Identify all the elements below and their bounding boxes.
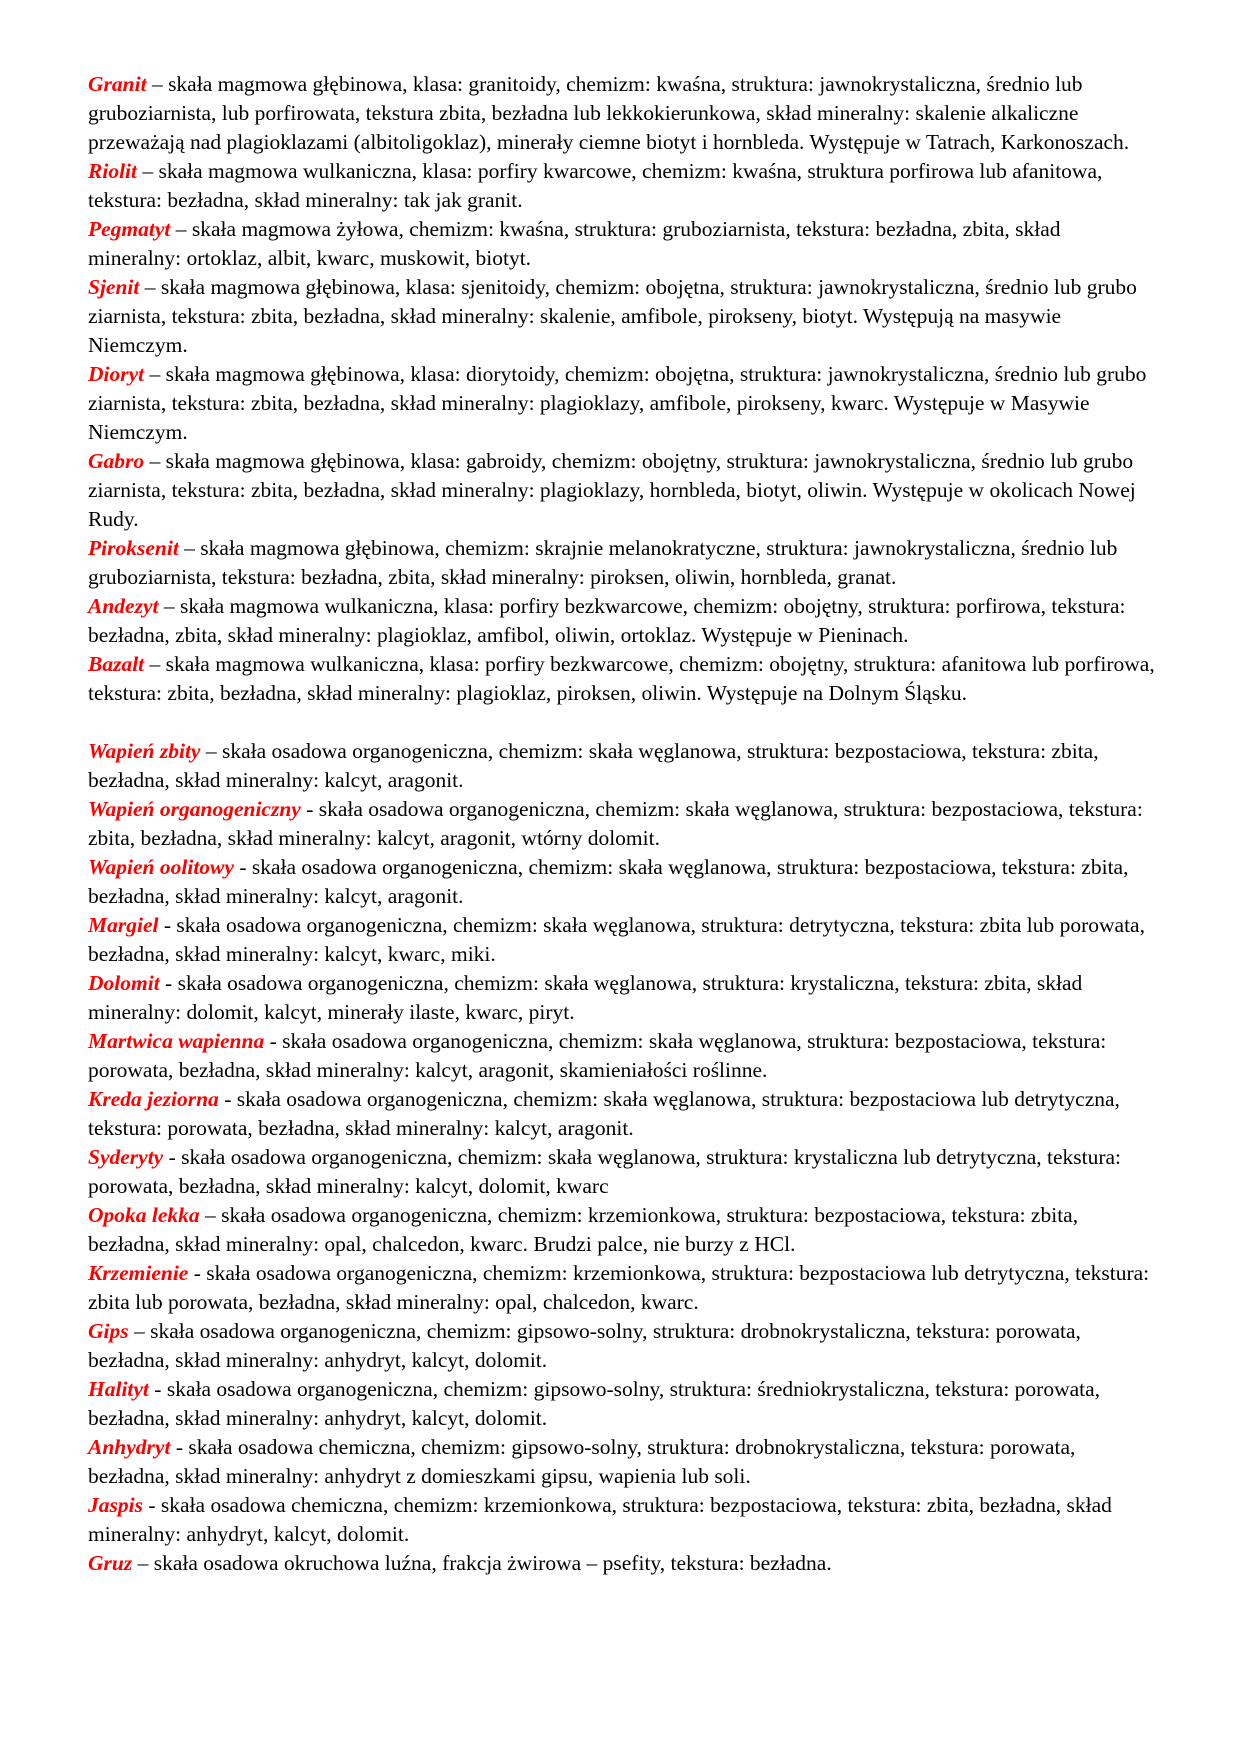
separator: –	[144, 362, 166, 386]
separator: –	[146, 72, 169, 96]
entry-wapien-zbity	[88, 737, 1158, 795]
definition: skała osadowa chemiczna, chemizm: gipsowo-solny, struktura: drobnokrystaliczna, tekstura: porowata, bezładna, skład mineralny: anhydryt z domieszkami gipsu, wapienia lub soli.	[88, 1435, 1076, 1488]
separator: -	[159, 971, 178, 995]
separator: -	[163, 1145, 182, 1169]
entry-gabro	[88, 447, 1158, 534]
entry-andezyt	[88, 592, 1158, 650]
definition: skała osadowa organogeniczna, chemizm: skała węglanowa, struktura: detrytyczna, tekstura: zbita lub porowata, bezładna, skład mineralny: kalcyt, kwarc, miki.	[88, 913, 1145, 966]
definition: skała magmowa wulkaniczna, klasa: porfiry bezkwarcowe, chemizm: obojętny, struktura: afanitowa lub porfirowa, tekstura: zbita, bezładna, skład mineralny: plagioklaz, piroksen, oliwin. Występuje na Dolnym Śląsku.	[88, 652, 1155, 705]
definition: skała magmowa żyłowa, chemizm: kwaśna, struktura: gruboziarnista, tekstura: bezładna, zbita, skład mineralny: ortoklaz, albit, kwarc, muskowit, biotyt.	[88, 217, 1061, 270]
term: Margiel	[88, 913, 159, 937]
entry-wapien-organogeniczny	[88, 795, 1158, 853]
separator: -	[188, 1261, 207, 1285]
separator: –	[136, 159, 159, 183]
entry-riolit	[88, 157, 1158, 215]
term: Dioryt	[88, 362, 145, 386]
definition: skała osadowa organogeniczna, chemizm: skała węglanowa, struktura: bezpostaciowa, tekstura: porowata, bezładna, skład mineralny: kalcyt, aragonit, skamieniałości roślinne.	[88, 1029, 1107, 1082]
entry-gruz	[88, 1549, 1158, 1578]
definition: skała osadowa organogeniczna, chemizm: gipsowo-solny, struktura: średniokrystaliczna, tekstura: porowata, bezładna, skład mineralny: anhydryt, kalcyt, dolomit.	[88, 1377, 1101, 1430]
term: Andezyt	[88, 594, 159, 618]
term: Gips	[88, 1319, 129, 1343]
section-gap	[88, 708, 1158, 737]
definition: skała osadowa organogeniczna, chemizm: skała węglanowa, struktura: bezpostaciowa, tekstura: zbita, bezładna, skład mineralny: kalcyt, aragonit.	[88, 739, 1099, 792]
entry-wapien-oolitowy	[88, 853, 1158, 911]
document-page	[88, 70, 1158, 1578]
definition: skała magmowa głębinowa, klasa: diorytoidy, chemizm: obojętna, struktura: jawnokrystaliczna, średnio lub grubo ziarnista, tekstura: zbita, bezładna, skład mineralny: plagioklazy, amfibole, pirokseny, kwarc. Występuje w Masywie Niemczym.	[88, 362, 1147, 444]
separator: –	[170, 217, 192, 241]
entry-dolomit	[88, 969, 1158, 1027]
separator: –	[144, 652, 166, 676]
entry-granit	[88, 70, 1158, 157]
separator: -	[218, 1087, 237, 1111]
separator: -	[158, 913, 177, 937]
entry-sjenit	[88, 273, 1158, 360]
entry-jaspis	[88, 1491, 1158, 1549]
term: Halityt	[88, 1377, 149, 1401]
separator: –	[128, 1319, 151, 1343]
term: Anhydryt	[88, 1435, 171, 1459]
term: Krzemienie	[88, 1261, 189, 1285]
term: Gruz	[88, 1551, 133, 1575]
term: Opoka lekka	[88, 1203, 200, 1227]
term: Wapień zbity	[88, 739, 201, 763]
entry-piroksenit	[88, 534, 1158, 592]
separator: -	[300, 797, 319, 821]
separator: -	[264, 1029, 283, 1053]
section-igneous-rocks	[88, 70, 1158, 708]
separator: –	[199, 1203, 222, 1227]
term: Wapień oolitowy	[88, 855, 234, 879]
separator: –	[158, 594, 180, 618]
entry-gips	[88, 1317, 1158, 1375]
separator: –	[200, 739, 222, 763]
term: Pegmatyt	[88, 217, 171, 241]
definition: skała osadowa organogeniczna, chemizm: gipsowo-solny, struktura: drobnokrystaliczna, tekstura: porowata, bezładna, skład mineralny: anhydryt, kalcyt, dolomit.	[88, 1319, 1081, 1372]
entry-dioryt	[88, 360, 1158, 447]
entry-opoka-lekka	[88, 1201, 1158, 1259]
separator: -	[148, 1377, 167, 1401]
definition: skała magmowa głębinowa, klasa: gabroidy, chemizm: obojętny, struktura: jawnokrystaliczna, średnio lub grubo ziarnista, tekstura: zbita, bezładna, skład mineralny: plagioklazy, hornbleda, biotyt, oliwin. Występuje w okolicach Nowej Rudy.	[88, 449, 1136, 531]
definition: skała osadowa organogeniczna, chemizm: skała węglanowa, struktura: bezpostaciowa lub detrytyczna, tekstura: porowata, bezładna, skład mineralny: kalcyt, aragonit.	[88, 1087, 1120, 1140]
term: Piroksenit	[88, 536, 179, 560]
separator: –	[178, 536, 201, 560]
definition: skała osadowa organogeniczna, chemizm: skała węglanowa, struktura: krystaliczna, tekstura: zbita, skład mineralny: dolomit, kalcyt, minerały ilaste, kwarc, piryt.	[88, 971, 1083, 1024]
entry-anhydryt	[88, 1433, 1158, 1491]
entry-krzemienie	[88, 1259, 1158, 1317]
entry-halityt	[88, 1375, 1158, 1433]
definition: skała osadowa organogeniczna, chemizm: skała węglanowa, struktura: bezpostaciowa, tekstura: zbita, bezładna, skład mineralny: kalcyt, aragonit.	[88, 855, 1129, 908]
term: Syderyty	[88, 1145, 164, 1169]
definition: skała magmowa głębinowa, klasa: granitoidy, chemizm: kwaśna, struktura: jawnokrystaliczna, średnio lub gruboziarnista, lub porfirowata, tekstura zbita, bezładna lub lekkokierunkowa, skład mineralny: skalenie alkaliczne przeważają nad plagioklazami (albitoligoklaz), minerały ciemne biotyt i hornbleda. Występuje w Tatrach, Karkonoszach.	[88, 72, 1130, 154]
entry-martwica-wapienna	[88, 1027, 1158, 1085]
term: Martwica wapienna	[88, 1029, 265, 1053]
separator: –	[139, 275, 161, 299]
definition: skała osadowa organogeniczna, chemizm: krzemionkowa, struktura: bezpostaciowa, tekstura: zbita, bezładna, skład mineralny: opal, chalcedon, kwarc. Brudzi palce, nie burzy z HCl.	[88, 1203, 1079, 1256]
term: Riolit	[88, 159, 137, 183]
entry-margiel	[88, 911, 1158, 969]
entry-syderyty	[88, 1143, 1158, 1201]
entry-kreda-jeziorna	[88, 1085, 1158, 1143]
term: Granit	[88, 72, 147, 96]
section-sedimentary-rocks	[88, 737, 1158, 1578]
definition: skała osadowa okruchowa luźna, frakcja żwirowa – psefity, tekstura: bezładna.	[153, 1551, 832, 1575]
term: Kreda jeziorna	[88, 1087, 219, 1111]
definition: skała osadowa organogeniczna, chemizm: krzemionkowa, struktura: bezpostaciowa lub detrytyczna, tekstura: zbita lub porowata, bezładna, skład mineralny: opal, chalcedon, kwarc.	[88, 1261, 1150, 1314]
term: Wapień organogeniczny	[88, 797, 301, 821]
separator: -	[233, 855, 252, 879]
entry-pegmatyt	[88, 215, 1158, 273]
definition: skała magmowa wulkaniczna, klasa: porfiry kwarcowe, chemizm: kwaśna, struktura porfirowa lub afanitowa, tekstura: bezładna, skład mineralny: tak jak granit.	[88, 159, 1103, 212]
definition: skała magmowa głębinowa, klasa: sjenitoidy, chemizm: obojętna, struktura: jawnokrystaliczna, średnio lub grubo ziarnista, tekstura: zbita, bezładna, skład mineralny: skalenie, amfibole, pirokseny, biotyt. Występują na masywie Niemczym.	[88, 275, 1137, 357]
term: Gabro	[88, 449, 145, 473]
definition: skała osadowa organogeniczna, chemizm: skała węglanowa, struktura: krystaliczna lub detrytyczna, tekstura: porowata, bezładna, skład mineralny: kalcyt, dolomit, kwarc	[88, 1145, 1122, 1198]
definition: skała osadowa chemiczna, chemizm: krzemionkowa, struktura: bezpostaciowa, tekstura: zbita, bezładna, skład mineralny: anhydryt, kalcyt, dolomit.	[88, 1493, 1112, 1546]
definition: skała osadowa organogeniczna, chemizm: skała węglanowa, struktura: bezpostaciowa, tekstura: zbita, bezładna, skład mineralny: kalcyt, aragonit, wtórny dolomit.	[88, 797, 1143, 850]
definition: skała magmowa wulkaniczna, klasa: porfiry bezkwarcowe, chemizm: obojętny, struktura: porfirowa, tekstura: bezładna, zbita, skład mineralny: plagioklaz, amfibol, oliwin, ortoklaz. Występuje w Pieninach.	[88, 594, 1126, 647]
separator: -	[170, 1435, 189, 1459]
separator: –	[144, 449, 166, 473]
definition: skała magmowa głębinowa, chemizm: skrajnie melanokratyczne, struktura: jawnokrystaliczna, średnio lub gruboziarnista, tekstura: bezładna, zbita, skład mineralny: piroksen, oliwin, hornbleda, granat.	[88, 536, 1118, 589]
separator: –	[132, 1551, 154, 1575]
entry-bazalt	[88, 650, 1158, 708]
term: Dolomit	[88, 971, 160, 995]
separator: -	[142, 1493, 161, 1517]
term: Jaspis	[88, 1493, 143, 1517]
term: Bazalt	[88, 652, 145, 676]
term: Sjenit	[88, 275, 140, 299]
